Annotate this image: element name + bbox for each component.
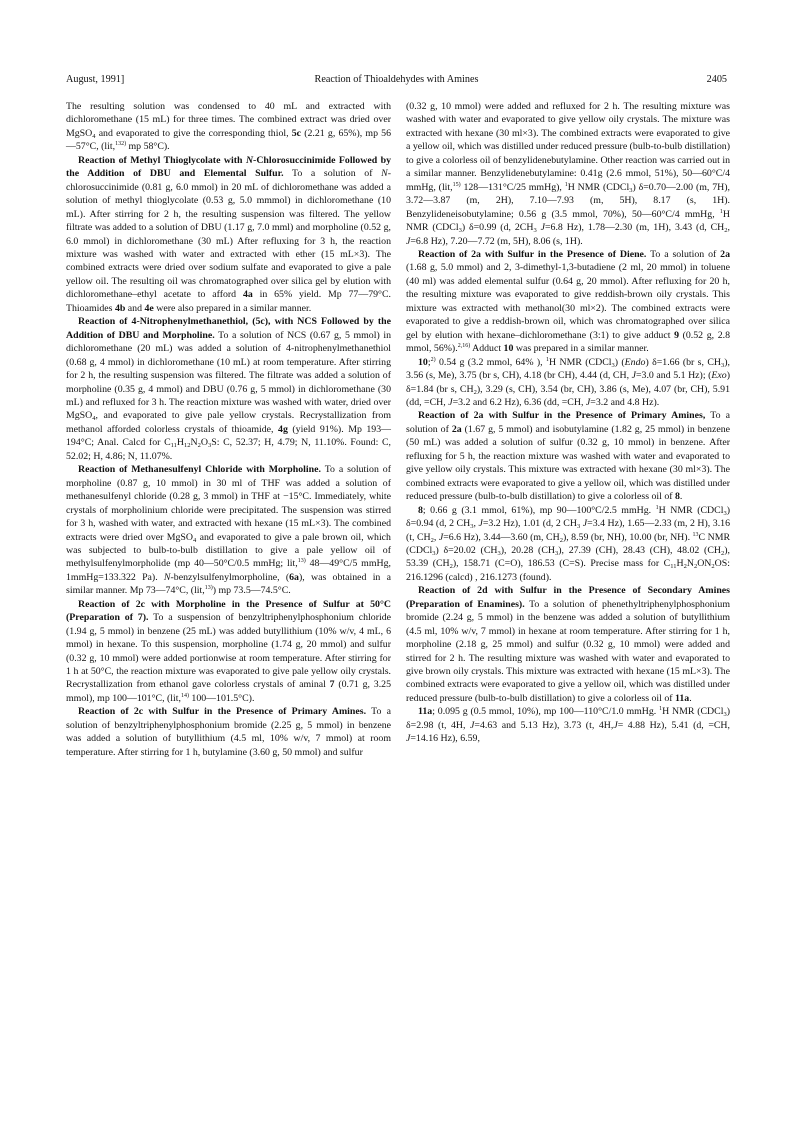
paragraph-text: To a solution of N-chlorosuccinimide (0.81 g, 6.0 mmol) in 20 mL of dichloromethane was added a solution of methyl thioglycolate (0.53 g, 5.0 mmmol) in dichloromethane (10 mL). After stirring for 2 h, the resulting suspension was filtered. The yellow filtrate was added to a solution of DBU (1.17 g, 7.0 mml) and morpholine (0.52 g, 6.0 mmol) in dichloromethane (30 mL) After refluxing for 3 h, the reaction mixture was washed with water and extracted with ether (15 mL×3). The combined extracts were dried over sodium sulfate and evaporated to give a pale yellow oil. The resulting oil was chromatographed over silica gel by elution with dichloromethane–ethyl acetate to afford 4a in 65% yield. Mp 77—79°C. Thioamides 4b and 4e were also prepared in a similar manner.	[66, 168, 391, 314]
paragraph-p4	[66, 463, 391, 598]
paragraph-p9	[406, 356, 730, 410]
paragraph-p5	[66, 598, 391, 706]
paragraph-text: To a suspension of benzyltriphenylphosphonium chloride (1.94 g, 5 mmol) in benzene (25 mL) was added butyllithium (10% w/v, 4 mL, 6 mmol) in hexane. To this suspension, morpholine (1.74 g, 20 mmol) and sulfur (0.32 g, 10 mmol) were added portionwise at room temperature. After stirring for 1 h at 50°C, the reaction mixture was evaporated to give pale yellow oily crystals. Recrystallization from ethanol gave colorless crystals of aminal 7 (0.71 g, 3.25 mmol), mp 100—101°C, (lit,$^{14)}$ 100—101.5°C).	[66, 612, 392, 704]
section-heading: Reaction of Methanesulfenyl Chloride with Morpholine.	[78, 464, 321, 476]
running-header	[66, 73, 727, 87]
section-heading: Reaction of 2a with Sulfur in the Presence of Primary Amines,	[418, 410, 706, 422]
paragraph-p3	[66, 315, 391, 463]
paragraph-text: 8; 0.66 g (3.1 mmol, 61%), mp 90—100°C/2.5 mmHg. $^1$H NMR (CDCl$_3$) δ=0.94 (d, 2 $CH_3$, J=3.2 Hz), 1.01 (d, 2 $CH_3$ J=3.4 Hz), 1.65—2.33 (m, 2 H), 3.16 (t, $CH_2$, J=6.6 Hz), 3.44—3.60 (m, $CH_2$), 8.59 (br, NH), 10.00 (br, NH). $^{13}$C NMR (CDCl$_3$) δ=20.02 $(CH_3)$, 20.28 $(CH_3)$, 27.39 (CH), 28.43 (CH), 48.02 $(CH_2)$, 53.39 $(CH_2)$, 158.71 (C=O), 186.53 (C=S). Precise mass for $C_{11}H_2N_2ON_2OS$: 216.1296 (calcd) , 216.1273 (found).	[406, 504, 731, 583]
left-column	[66, 100, 391, 759]
paragraph-p12	[406, 584, 730, 705]
paragraph-p13	[406, 705, 730, 745]
section-heading: Reaction of Methyl Thioglycolate with N-Chlorosuccinimide Followed by the Addition of DBU and Elemental Sulfur.	[66, 154, 391, 180]
paragraph-text: To a solution of benzyltriphenylphosphonium bromide (2.25 g, 5 mmol) in benzene was added a solution of butyllithium (4.5 ml, 10% w/v, 7 mmol) at room temperature. After stirring for 1 h, butylamine (3.60 g, 50 mmol) and sulfur	[66, 706, 391, 758]
paragraph-text: 11a; 0.095 g (0.5 mmol, 10%), mp 100—110°C/1.0 mmHg. $^1$H NMR (CDCl$_3$) δ=2.98 (t, 4H, J=4.63 and 5.13 Hz), 3.73 (t, 4H,J= 4.88 Hz), 5.41 (d, =CH, J=14.16 Hz), 6.59,	[406, 706, 731, 745]
section-heading: Reaction of 4-Nitrophenylmethanethiol, (5c), with NCS Followed by the Addition of DBU and Morpholine.	[66, 316, 391, 341]
right-column	[406, 100, 730, 746]
running-title: Reaction of Thioaldehydes with Amines	[314, 74, 479, 85]
paragraph-text: To a solution of morpholine (0.87 g, 10 mmol) in 30 ml of THF was added a solution of methanesulfenyl chloride (0.28 g, 3 mmol) in THF at −15°C. Immediately, white crystals of morpholinium chloride were precipitated. The suspension was stirred for 3 h, washed with water, and extracted with hexane (15 mL×3). The combined extracts were dried over MgSO$_4$ and evaporated to give a pale brown oil, which was subjected to bulb-to-bulb distillation to give a pale yellow oil of methylsulfenylmorpholide (mp 40—50°C/0.5 mmHg; lit,$^{13)}$ 48—49°C/5 mmHg, 1mmHg=133.322 Pa). N-benzylsulfenylmorpholine, (6a), was obtained in a similar manner. Mp 73—74°C, (lit,$^{13)}$) mp 73.5—74.5°C.	[66, 464, 391, 597]
section-heading: Reaction of 2a with Sulfur in the Presence of Diene.	[418, 248, 647, 260]
paragraph-text: To a solution of NCS (0.67 g, 5 mmol) in dichloromethane (20 mL) was added a solution of 4-nitrophenylmethanethiol (0.68 g, 4 mmol) in dichloromethane (10 mL) at room temperature. After stirring for 2 h, the resulting suspension was filtered. The filtrate was added a solution of morpholine (0.35 g, 4 mmol) and DBU (0.76 g, 5 mmol) in dichloromethane (30 mL) and refluxed for 3 h. The reaction mixture was washed with water, dried over MgSO$_4$, and evaporated to give pale yellow crystals. Recrystallization from methanol afforded colorless crystals of thioamide, 4g (yield 91%). Mp 193—194°C; Anal. Calcd for $C_{11}H_{12}N_2O_3S$: C, 52.37; H, 4.79; N, 11.10%. Found: C, 52.02; H, 4.86; N, 11.07%.	[66, 329, 392, 462]
section-heading: Reaction of 2d with Sulfur in the Presence of Secondary Amines (Preparation of Enamines).	[406, 585, 730, 610]
paragraph-p8	[406, 248, 730, 356]
paragraph-p11	[406, 504, 730, 585]
section-heading: Reaction of 2c with Sulfur in the Presence of Primary Amines.	[78, 706, 367, 718]
paragraph-text: To a solution of 2a (1.68 g, 5.0 mmol) and 2, 3-dimethyl-1,3-butadiene (2 ml, 20 mmol) in toluene (40 ml) was added elemental sulfur (0.64 g, 20 mmol). After refluxing for 20 h, the resulting mixture was evaporated to give reddish-brown oily crystals. This mixture was extracted with methanol(30 ml×2). The combined extracts were evaporated to give a reddish-brown oil, which was chromatographed over silica gel by elution with hexane–dichloromethane (3:1) to give adduct 9 (0.52 g, 2.8 mmol, 56%).$^{2,16)}$ Adduct 10 was prepared in a similar manner.	[406, 248, 731, 355]
paragraph-text: (0.32 g, 10 mmol) were added and refluxed for 2 h. The resulting mixture was washed with water and evaporated to give yellow oily crystals. The mixture was extracted with hexane (30 ml×3). The combined extracts were evaporated to give a yellow oil, which was distilled under reduced pressure (bulb-to-bulb distillation) to give a colorless oil of benzylidenebutylamine. Other reaction was carried out in a similar manner. Benzylidenebutylamine: 0.41g (2.6 mmol, 51%), 50—60°C/4 mmHg, (lit,$^{15)}$ 128—131°C/25 mmHg), $^1$H NMR (CDCl$_3$) δ=0.70—2.00 (m, 7H), 3.72—3.87 (m, 2H), 7.10—7.93 (m, 5H), 8.17 (s, 1H). Benzylideneisobutylamine; 0.56 g (3.5 mmol, 70%), 50—60°C/4 mmHg, $^1$H NMR (CDCl$_3$) δ=0.99 (d, $2CH_3$ J=6.8 Hz), 1.78—2.30 (m, 1H), 3.43 (d, $CH_2$, J=6.8 Hz), 7.20—7.72 (m, 5H), 8.06 (s, 1H).	[406, 101, 730, 247]
issue-date: August, 1991]	[66, 74, 125, 85]
paragraph-p10	[406, 409, 730, 503]
paragraph-p6	[66, 705, 391, 759]
paragraph-p1	[66, 100, 391, 154]
paragraph-text: To a solution of 2a (1.67 g, 5 mmol) and isobutylamine (1.82 g, 25 mmol) in benzene (50 mL) was added a solution of sulfur (0.32 g, 10 mmol) in benzene. After refluxing for 5 h, the reaction mixture was washed with water and evaporated to give yellow oily crystals. This mixture was extracted with hexane (30 ml×3). The combined extracts were evaporated to give a yellow oil, which was distilled under reduced pressure (bulb-to-bulb distillation) to give a colorless oil of 8.	[406, 410, 730, 503]
paragraph-p2	[66, 154, 391, 315]
paragraph-p7	[406, 100, 730, 248]
paragraph-text: 10;$^{2)}$ 0.54 g (3.2 mmol, 64% ), $^1$H NMR (CDCl$_3$) (Endo) δ=1.66 (br s, $CH_3$), 3.56 (s, Me), 3.75 (br s, CH), 4.18 (br CH), 4.44 (d, CH, J=3.0 and 5.1 Hz); (Exo) δ=1.84 (br s, $CH_2$), 3.29 (s, CH), 3.54 (br, CH), 3.86 (s, Me), 4.07 (br, CH), 5.91 (dd, =CH, J=3.2 and 6.2 Hz), 6.36 (dd, =CH, J=3.2 and 4.8 Hz).	[406, 356, 730, 408]
page-number: 2405	[706, 74, 727, 85]
section-heading: Reaction of 2c with Morpholine in the Presence of Sulfur at 50°C (Preparation of 7).	[66, 598, 391, 624]
paragraph-text: To a solution of phenethyltriphenylphosphonium bromide (2.24 g, 5 mmol) in the benzene was added a solution of butyllithium (4.5 ml, 10% w/v, 7 mmol) in hexane at room temperature. After stirring for 1 h, morpholine (2.18 g, 25 mmol) and sulfur (0.32 g, 10 mmol) were added and stirred for 2 h. The resulting mixture was washed with water and evaporated to give brown oily crystals. This mixture was extracted with hexane (15 mL×3). The combined extracts were evaporated to give a yellow oil, which was distilled under reduced pressure (bulb-to-bulb distillation) to give a colorless oil of 11a.	[406, 598, 730, 704]
paragraph-text: The resulting solution was condensed to 40 mL and extracted with dichloromethane (15 mL) for three times. The combined extract was dried over MgSO$_4$ and evaporated to give the corresponding thiol, 5c (2.21 g, 65%), mp 56—57°C, (lit,$^{132)}$ mp 58°C).	[66, 101, 392, 153]
